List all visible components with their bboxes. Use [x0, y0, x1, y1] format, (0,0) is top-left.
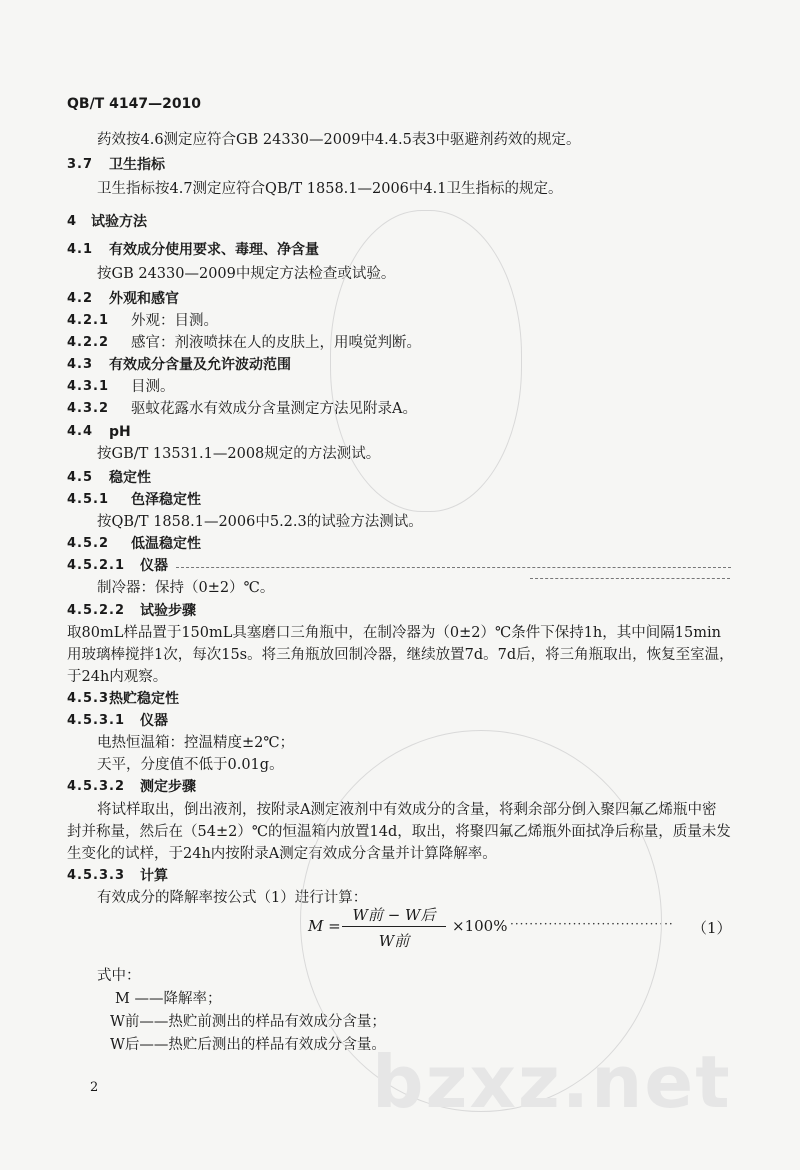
section-number: 4.4 [67, 424, 94, 439]
paragraph-line: 药效按4.6测定应符合GB 24330—2009中4.4.5表3中驱避剂药效的规定。 [97, 132, 581, 148]
section-heading: 计算 [140, 868, 168, 884]
section-number: 4.3.2 [67, 401, 110, 416]
paragraph-line: 于24h内观察。 [67, 669, 168, 685]
section-heading: 色泽稳定性 [131, 492, 201, 508]
section-heading: pH [109, 424, 131, 440]
section-number: 4.5.3.2 [67, 779, 125, 794]
stamp-outline [330, 210, 522, 512]
formula-lhs: M = [308, 917, 341, 935]
section-number: 4.2.1 [67, 313, 110, 328]
paragraph-line: 封并称量，然后在（54±2）℃的恒温箱内放置14d，取出，将聚四氟乙烯瓶外面拭净后称量，质量未发 [67, 824, 731, 840]
paragraph-line: 按QB/T 1858.1—2006中5.2.3的试验方法测试。 [97, 514, 423, 530]
paragraph-line: 有效成分的降解率按公式（1）进行计算： [97, 890, 368, 906]
standard-code-header: QB/T 4147—2010 [67, 96, 202, 112]
section-number: 4.1 [67, 242, 94, 257]
section-number: 4.5.2.2 [67, 603, 125, 618]
watermark-text: bzxz.net [372, 1040, 732, 1124]
formula-rhs: ×100% [452, 917, 508, 935]
paragraph-line: 外观：目测。 [131, 313, 218, 329]
section-number: 4.5.3 [67, 691, 110, 706]
paragraph-line: 感官：剂液喷抹在人的皮肤上，用嗅觉判断。 [131, 335, 421, 351]
paragraph-line: 天平，分度值不低于0.01g。 [97, 757, 284, 773]
section-number: 4.5.2.1 [67, 558, 125, 573]
section-heading: 有效成分含量及允许波动范围 [109, 357, 291, 373]
section-number: 4.5.1 [67, 492, 110, 507]
section-heading: 热贮稳定性 [109, 691, 179, 707]
paragraph-line: 电热恒温箱：控温精度±2℃； [97, 735, 295, 751]
paragraph-line: 卫生指标按4.7测定应符合QB/T 1858.1—2006中4.1卫生指标的规定。 [97, 181, 563, 197]
section-heading: 试验步骤 [140, 603, 196, 619]
leader-line [530, 578, 730, 579]
paragraph-line: 目测。 [131, 379, 175, 395]
paragraph-line: 生变化的试样，于24h内按附录A测定有效成分含量并计算降解率。 [67, 846, 497, 862]
paragraph-line: 按GB/T 13531.1—2008规定的方法测试。 [97, 446, 381, 462]
section-heading: 低温稳定性 [131, 536, 201, 552]
paragraph-line: 按GB 24330—2009中规定方法检查或试验。 [97, 266, 396, 282]
formula-denominator: W前 [378, 932, 410, 950]
paragraph-line: 将试样取出，倒出液剂，按附录A测定液剂中有效成分的含量，将剩余部分倒入聚四氟乙烯瓶中密 [97, 802, 717, 818]
section-number: 4.2.2 [67, 335, 110, 350]
section-number: 3.7 [67, 157, 94, 172]
section-number: 4.5.2 [67, 536, 110, 551]
section-number: 4.3.1 [67, 379, 110, 394]
section-number: 4.3 [67, 357, 94, 372]
paragraph-line: 式中： [97, 968, 141, 984]
section-heading: 仪器 [140, 713, 168, 729]
section-number: 4.5.3.3 [67, 868, 125, 883]
formula-number: （1） [692, 919, 732, 937]
formula-numerator: W前 − W后 [352, 906, 436, 924]
section-heading: 外观和感官 [109, 291, 179, 307]
section-number: 4.5.3.1 [67, 713, 125, 728]
formula-dots: ·································· [510, 917, 674, 931]
section-heading: 测定步骤 [140, 779, 196, 795]
section-number: 4 [67, 214, 78, 229]
paragraph-line: 驱蚊花露水有效成分含量测定方法见附录A。 [131, 401, 417, 417]
section-heading: 卫生指标 [109, 157, 165, 173]
page-number: 2 [90, 1080, 99, 1095]
variable-definition: W后——热贮后测出的样品有效成分含量。 [110, 1037, 386, 1053]
paragraph-line: 用玻璃棒搅拌1次，每次15s。将三角瓶放回制冷器，继续放置7d。7d后，将三角瓶取出，恢复至室温， [67, 647, 734, 663]
leader-line [176, 567, 731, 568]
paragraph-line: 取80mL样品置于150mL具塞磨口三角瓶中，在制冷器为（0±2）℃条件下保持1h，其中间隔15min [67, 625, 721, 641]
section-heading: 仪器 [140, 558, 168, 574]
variable-definition: M ——降解率； [115, 991, 222, 1007]
section-heading: 有效成分使用要求、毒理、净含量 [109, 242, 319, 258]
section-heading: 稳定性 [109, 470, 151, 486]
section-number: 4.5 [67, 470, 94, 485]
section-heading: 试验方法 [91, 214, 147, 230]
section-number: 4.2 [67, 291, 94, 306]
paragraph-line: 制冷器：保持（0±2）℃。 [97, 580, 275, 596]
variable-definition: W前——热贮前测出的样品有效成分含量； [110, 1014, 386, 1030]
